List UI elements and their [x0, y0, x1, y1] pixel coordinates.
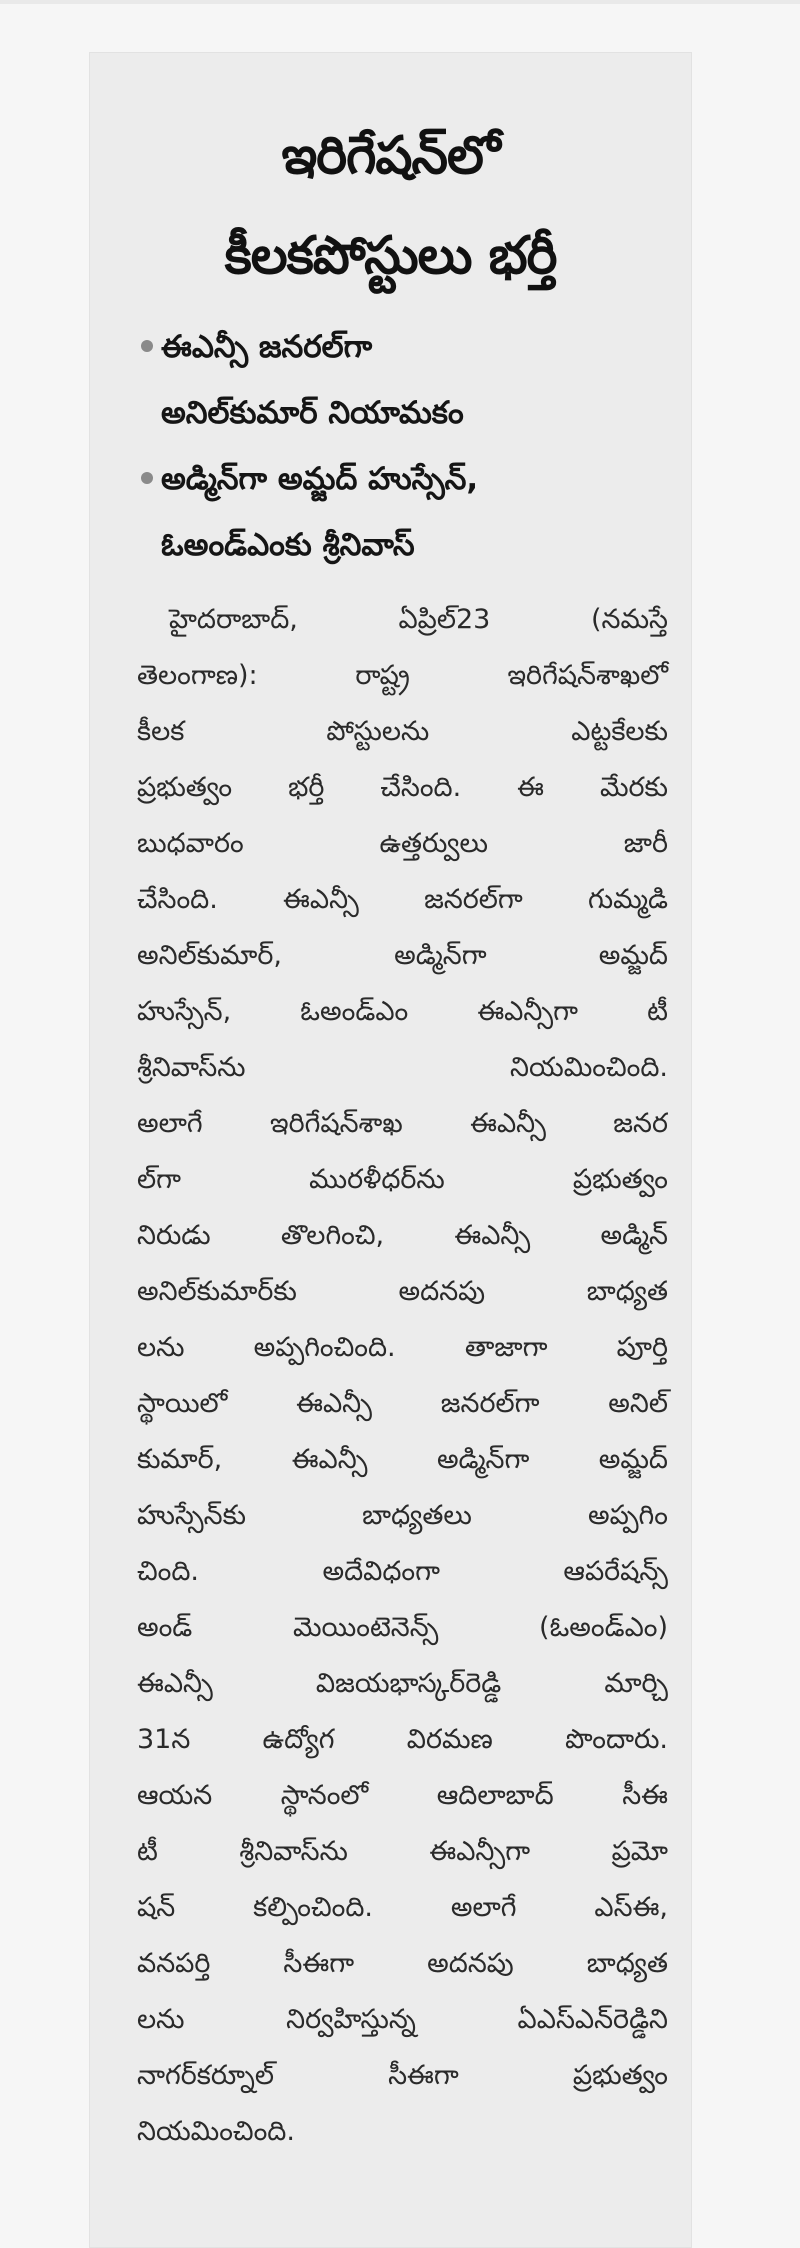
- body-line: అనిల్‌కుమార్, అడ్మిన్‌గా అమ్జద్: [137, 940, 668, 971]
- newspaper-clipping: [89, 52, 692, 2248]
- body-line: బుధవారం ఉత్తర్వులు జారీ: [137, 828, 668, 859]
- body-line: తెలంగాణ): రాష్ట్ర ఇరిగేషన్‌శాఖలో: [137, 660, 668, 691]
- body-line: కుమార్, ఈఎన్సీ అడ్మిన్‌గా అమ్జద్: [137, 1444, 668, 1475]
- bullet-line: అడ్మిన్‌గా అమ్జద్ హుస్సేన్,: [161, 461, 479, 497]
- body-line: నియమించింది.: [137, 2116, 295, 2147]
- headline-line: ఇరిగేషన్‌లో: [281, 126, 500, 186]
- body-line: నాగర్‌కర్నూల్ సీఈగా ప్రభుత్వం: [137, 2060, 668, 2091]
- article-body: [89, 592, 692, 2160]
- body-line: వనపర్తి సీఈగా అదనపు బాధ్యత: [137, 1948, 668, 1979]
- highlight-bullets: [89, 314, 692, 578]
- body-line: చింది. అదేవిధంగా ఆపరేషన్స్: [137, 1556, 668, 1587]
- bullet-item: [89, 314, 692, 446]
- body-line: స్థాయిలో ఈఎన్సీ జనరల్‌గా అనిల్: [137, 1388, 668, 1419]
- body-line: నిరుడు తొలగించి, ఈఎన్సీ అడ్మిన్: [137, 1220, 668, 1251]
- body-line: శ్రీనివాస్‌ను నియమించింది.: [137, 1052, 668, 1083]
- body-line: హుస్సేన్‌కు బాధ్యతలు అప్పగిం: [137, 1500, 668, 1531]
- bullet-line: అనిల్‌కుమార్ నియామకం: [161, 395, 464, 431]
- body-line: హుస్సేన్, ఓఅండ్ఎం ఈఎన్సీగా టీ: [137, 996, 668, 1027]
- bullet-dot-icon: [141, 340, 153, 352]
- body-line: ఈఎన్సీ విజయభాస్కర్‌రెడ్డి మార్చి: [137, 1668, 668, 1699]
- body-line: షన్ కల్పించింది. అలాగే ఎస్ఈ,: [137, 1892, 668, 1923]
- body-line: అండ్ మెయింటెనెన్స్ (ఓఅండ్ఎం): [137, 1612, 668, 1643]
- body-line: ప్రభుత్వం భర్తీ చేసింది. ఈ మేరకు: [137, 772, 668, 803]
- headline: [89, 106, 692, 306]
- body-line: చేసింది. ఈఎన్సీ జనరల్‌గా గుమ్మడి: [137, 884, 668, 915]
- top-rule: [0, 0, 800, 4]
- bullet-line: ఈఎన్సీ జనరల్‌గా: [161, 329, 373, 365]
- body-line: కీలక పోస్టులను ఎట్టకేలకు: [137, 716, 668, 747]
- headline-line: కీలకపోస్టులు భర్తీ: [224, 226, 557, 286]
- body-line: అనిల్‌కుమార్‌కు అదనపు బాధ్యత: [137, 1276, 668, 1307]
- body-line: హైదరాబాద్, ఏప్రిల్23 (నమస్తే: [169, 604, 668, 635]
- body-line: టీ శ్రీనివాస్‌ను ఈఎన్సీగా ప్రమో: [137, 1836, 668, 1867]
- body-line: ల్‌గా మురళీధర్‌ను ప్రభుత్వం: [137, 1164, 668, 1195]
- body-line: లను అప్పగించింది. తాజాగా పూర్తి: [137, 1332, 668, 1363]
- bullet-line: ఓఅండ్ఎంకు శ్రీనివాస్: [161, 527, 415, 563]
- bullet-item: [89, 446, 692, 578]
- body-line: అలాగే ఇరిగేషన్‌శాఖ ఈఎన్సీ జనర: [137, 1108, 668, 1139]
- body-line: 31న ఉద్యోగ విరమణ పొందారు.: [137, 1724, 668, 1755]
- bullet-dot-icon: [141, 472, 153, 484]
- body-line: ఆయన స్థానంలో ఆదిలాబాద్ సీఈ: [137, 1780, 668, 1811]
- body-line: లను నిర్వహిస్తున్న ఏఎస్ఎన్‌రెడ్డిని: [137, 2004, 668, 2035]
